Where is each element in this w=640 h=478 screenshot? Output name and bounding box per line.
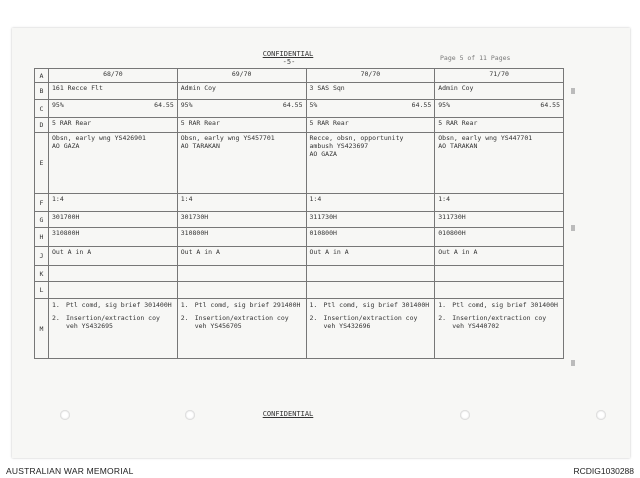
cell-a-2: 69/70 [177, 69, 306, 83]
table-row-h [35, 228, 564, 247]
table-row-j [35, 247, 564, 266]
row-label: C [35, 100, 49, 118]
cell-g-2: 301730H [177, 212, 306, 228]
cell-e-1: Obsn, early wng YS426901 AO GAZA [49, 133, 178, 194]
cell-h-1: 310800H [49, 228, 178, 247]
cell-k-2 [177, 266, 306, 282]
row-label: D [35, 118, 49, 133]
cell-j-4: Out A in A [435, 247, 564, 266]
row-label: G [35, 212, 49, 228]
cell-g-4: 311730H [435, 212, 564, 228]
cell-j-3: Out A in A [306, 247, 435, 266]
cell-c-4: 95% 64.55 [435, 100, 564, 118]
cell-h-3: 010800H [306, 228, 435, 247]
cell-l-4 [435, 282, 564, 299]
cell-e-3: Recce, obsn, opportunity ambush YS423697 AO GAZA [306, 133, 435, 194]
cell-e-2: Obsn, early wng YS457701 AO TARAKAN [177, 133, 306, 194]
binder-mark [571, 360, 575, 366]
cell-k-3 [306, 266, 435, 282]
cell-b-1: 161 Recce Flt [49, 83, 178, 100]
cell-c-3: 5% 64.55 [306, 100, 435, 118]
cell-b-4: Admin Coy [435, 83, 564, 100]
cell-f-3: 1:4 [306, 194, 435, 212]
table-row-m [35, 299, 564, 359]
cell-c-2: 95% 64.55 [177, 100, 306, 118]
cell-l-2 [177, 282, 306, 299]
cell-b-3: 3 SAS Sqn [306, 83, 435, 100]
cell-d-3: 5 RAR Rear [306, 118, 435, 133]
operations-table [34, 68, 564, 359]
page-info: Page 5 of 11 Pages [440, 54, 511, 62]
cell-f-1: 1:4 [49, 194, 178, 212]
table-row-d [35, 118, 564, 133]
footer-classification: CONFIDENTIAL [262, 410, 314, 418]
cell-c-1: 95% 64.55 [49, 100, 178, 118]
cell-k-4 [435, 266, 564, 282]
table-row-l [35, 282, 564, 299]
table-row-g [35, 212, 564, 228]
table-row-a [35, 69, 564, 83]
punch-hole [185, 410, 195, 420]
cell-k-1 [49, 266, 178, 282]
table-row-k [35, 266, 564, 282]
cell-a-1: 68/70 [49, 69, 178, 83]
cell-j-2: Out A in A [177, 247, 306, 266]
row-label: A [35, 69, 49, 83]
cell-a-4: 71/70 [435, 69, 564, 83]
archive-id: RCDIG1030288 [573, 466, 634, 476]
cell-h-2: 310800H [177, 228, 306, 247]
cell-f-2: 1:4 [177, 194, 306, 212]
cell-l-3 [306, 282, 435, 299]
cell-m-2: 1. Ptl comd, sig brief 291400H 2. Insertion/extraction coy veh YS456705 [177, 299, 306, 359]
binder-mark [571, 88, 575, 94]
punch-hole [460, 410, 470, 420]
cell-e-4: Obsn, early wng YS447701 AO TARAKAN [435, 133, 564, 194]
table-row-c [35, 100, 564, 118]
row-label: J [35, 247, 49, 266]
table-row-b [35, 83, 564, 100]
header-classification: CONFIDENTIAL [262, 50, 314, 58]
cell-d-2: 5 RAR Rear [177, 118, 306, 133]
row-label: K [35, 266, 49, 282]
cell-l-1 [49, 282, 178, 299]
cell-g-3: 311730H [306, 212, 435, 228]
row-label: B [35, 83, 49, 100]
cell-g-1: 301700H [49, 212, 178, 228]
cell-d-4: 5 RAR Rear [435, 118, 564, 133]
row-label: F [35, 194, 49, 212]
row-label: H [35, 228, 49, 247]
header-page-number: -5- [282, 58, 296, 66]
row-label: L [35, 282, 49, 299]
cell-a-3: 70/70 [306, 69, 435, 83]
row-label: M [35, 299, 49, 359]
table-row-e [35, 133, 564, 194]
punch-hole [60, 410, 70, 420]
cell-d-1: 5 RAR Rear [49, 118, 178, 133]
cell-m-3: 1. Ptl comd, sig brief 301400H 2. Insertion/extraction coy veh YS432696 [306, 299, 435, 359]
binder-mark [571, 225, 575, 231]
punch-hole [596, 410, 606, 420]
cell-h-4: 010800H [435, 228, 564, 247]
cell-m-4: 1. Ptl comd, sig brief 301400H 2. Insertion/extraction coy veh YS440702 [435, 299, 564, 359]
table-row-f [35, 194, 564, 212]
cell-b-2: Admin Coy [177, 83, 306, 100]
cell-j-1: Out A in A [49, 247, 178, 266]
archive-name: AUSTRALIAN WAR MEMORIAL [6, 466, 134, 476]
cell-f-4: 1:4 [435, 194, 564, 212]
cell-m-1: 1. Ptl comd, sig brief 301400H 2. Insertion/extraction coy veh YS432695 [49, 299, 178, 359]
row-label: E [35, 133, 49, 194]
